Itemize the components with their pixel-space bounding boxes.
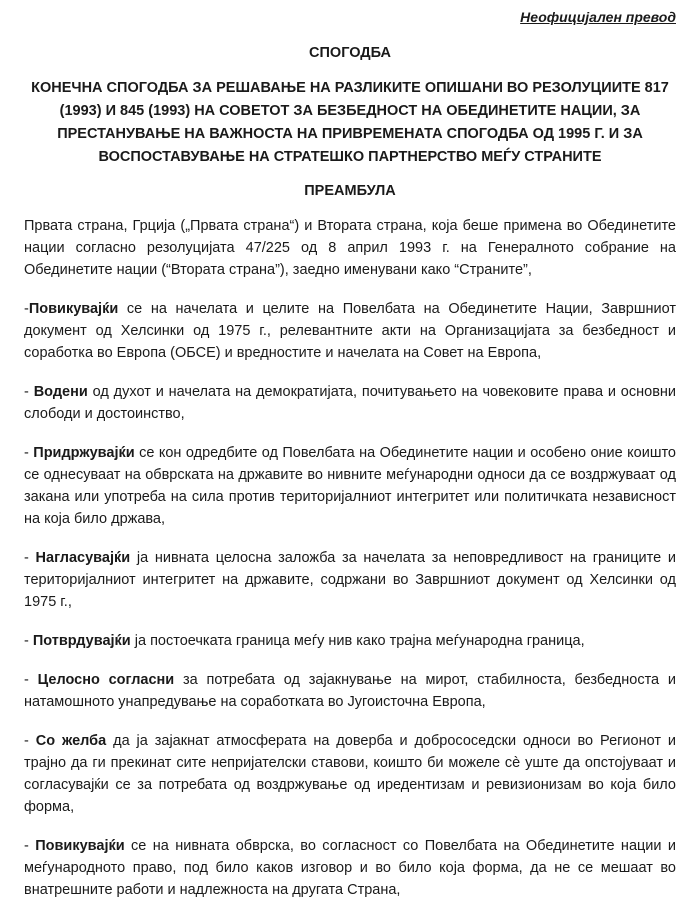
clause-text: ја нивната целосна заложба за начелата за неповредливост на границите и територијалниот интегритет на државите, содржани во Завршниот документ од Хелсинки од 1975 г.,: [24, 550, 676, 610]
clause-lead: Придржувајќи: [33, 445, 135, 461]
preamble-heading: ПРЕАМБУЛА: [304, 183, 396, 199]
clause-text: се на нивната обврска, во согласност со Повелбата на Обединетите нации и меѓународното право, под било каков изговор и во било која форма, да не се мешаат во внатрешните работи и надлежноста на другата Страна,: [24, 838, 677, 898]
clause-paragraph: [24, 730, 676, 818]
clause-paragraph: [24, 669, 676, 713]
clause-text: од духот и начелата на демократијата, почитувањето на човековите права и основни слободи и достоинство,: [24, 384, 677, 422]
clause-lead: Водени: [33, 384, 88, 400]
clause-lead: Со желба: [35, 733, 107, 749]
clause-prefix: -: [24, 550, 36, 566]
clause-prefix: -: [24, 838, 36, 854]
intro-paragraph: Првата страна, Грција („Првата страна“) и Втората страна, која беше примена во Обединетите нации согласно резолуцијата 47/225 од 8 април 1993 г. на Генералното собрание на Обединетите нации (“Втората страна”), заедно именувани како “Страните”,: [24, 218, 676, 278]
clause-paragraph: [24, 381, 676, 425]
document-title: СПОГОДБА: [309, 45, 391, 61]
clause-text: да ја зајакнат атмосферата на доверба и добрососедски односи во Регионот и трајно да ги прекинат сите непријателски ставови, коишто би можеле сè уште да опстојуваат и согласувајќи се за потребата од воздржување од иредентизам и ревизионизам во која било форма,: [24, 733, 676, 815]
document-subtitle: КОНЕЧНА СПОГОДБА ЗА РЕШАВАЊЕ НА РАЗЛИКИТЕ ОПИШАНИ ВО РЕЗОЛУЦИИТЕ 817 (1993) И 845 (1993) НА СОВЕТОТ ЗА БЕЗБЕДНОСТ НА ОБЕДИНЕТИТЕ НАЦИИ, ЗА ПРЕСТАНУВАЊЕ НА ВАЖНОСТА НА ПРИВРЕМЕНАТА СПОГОДБА ОД 1995 Г. И ЗА ВОСПОСТАВУВАЊЕ НА СТРАТЕШКО ПАРТНЕРСТВО МЕЃУ СТРАНИТЕ: [31, 80, 669, 165]
unofficial-translation-note: Неофицијален превод: [520, 9, 676, 25]
clause-lead: Целосно согласни: [37, 672, 175, 688]
clause-paragraph: [24, 547, 676, 613]
clause-lead: Нагласувајќи: [35, 550, 131, 566]
clause-text: се на начелата и целите на Повелбата на Обединетите Нации, Завршниот документ од Хелсинки од 1975 г., релевантните акти на Организацијата за безбедност и соработка во Европа (ОБСЕ) и вредностите и начелата на Совет на Европа,: [24, 301, 676, 361]
clause-prefix: -: [24, 633, 33, 649]
clause-text: се кон одредбите од Повелбата на Обединетите нации и особено оние коишто се однесуваат на обврската на државите во нивните меѓународни односи да се воздржуваат од закана или употреба на сила против територијалниот интегритет или политичката независност на која било држава,: [24, 445, 676, 527]
clause-prefix: -: [24, 672, 38, 688]
clause-prefix: -: [24, 384, 34, 400]
clause-prefix: -: [24, 733, 36, 749]
clause-lead: Потврдувајќи: [32, 633, 131, 649]
clause-text: за потребата од зајакнување на мирот, стабилноста, безбедноста и натамошното унапредување на соработката во Југоисточна Европа,: [24, 672, 676, 710]
clause-prefix: -: [24, 301, 29, 317]
clause-paragraph: [24, 835, 676, 901]
clause-text: ја постоечката граница меѓу нив како трајна меѓународна граница,: [130, 633, 585, 649]
clause-lead: Повикувајќи: [28, 301, 119, 317]
clause-lead: Повикувајќи: [35, 838, 125, 854]
document-page: [24, 0, 676, 901]
clause-paragraph: [24, 298, 676, 364]
clause-prefix: -: [24, 445, 34, 461]
clause-paragraph: [24, 630, 676, 652]
clause-paragraph: [24, 442, 676, 530]
